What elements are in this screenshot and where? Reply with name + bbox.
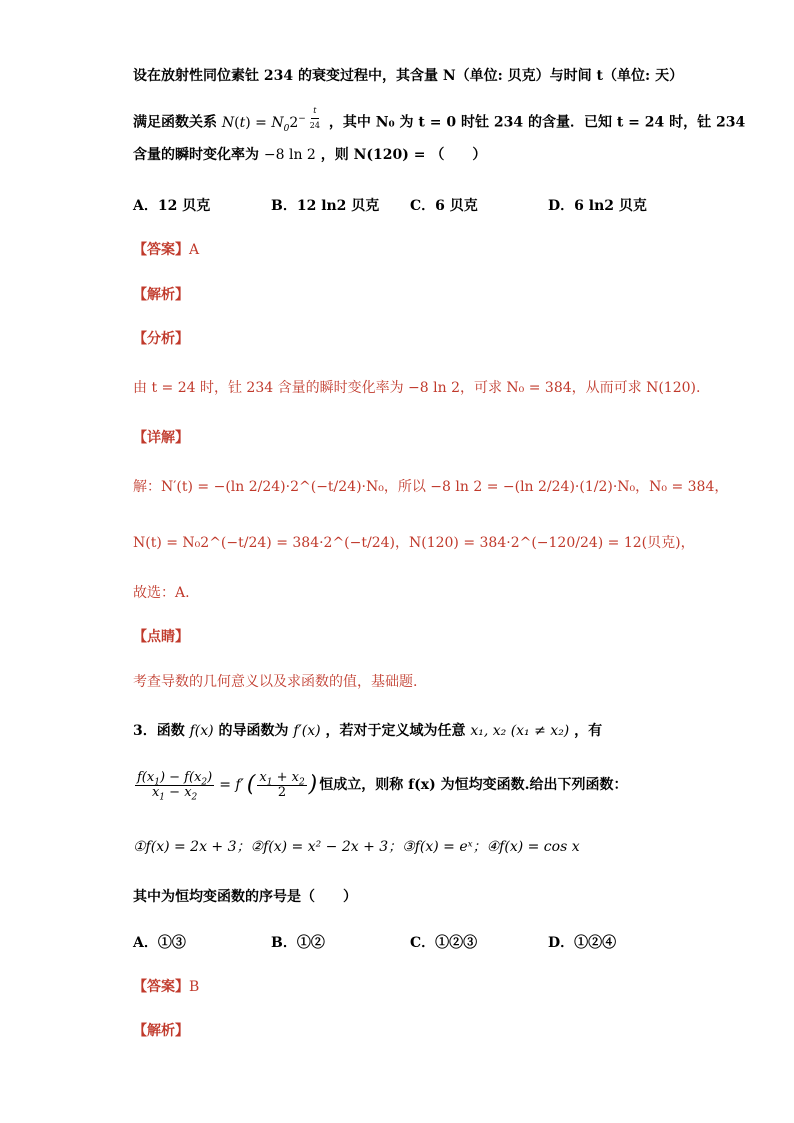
q2-choice-c: C．6 贝克 xyxy=(410,198,478,214)
q3-stem-text-d: ，有 xyxy=(574,723,603,739)
q3-question: 其中为恒均变函数的序号是（ ） xyxy=(133,889,357,905)
q2-choice-a: A．12 贝克 xyxy=(133,198,211,214)
q3-paren-open: ( xyxy=(246,772,256,797)
q3-stem-line2 xyxy=(133,765,628,805)
q2-fenxi-tag: 【分析】 xyxy=(133,331,189,347)
q2-fenxi-text: 由 t = 24 时，钍 234 含量的瞬时变化率为 −8 ln 2，可求 N₀ = 384，从而可求 N(120). xyxy=(133,380,701,396)
q3-function-list: ①f(x) = 2x + 3；②f(x) = x² − 2x + 3；③f(x) = eˣ；④f(x) = cos x xyxy=(133,839,580,855)
answer-tag: 【答案】 xyxy=(133,979,189,995)
q2-detail-tag: 【详解】 xyxy=(133,430,189,446)
q2-answer xyxy=(133,240,199,260)
q3-choice-d: D．①②④ xyxy=(548,935,617,951)
answer-tag: 【答案】 xyxy=(133,242,189,258)
q3-difference-quotient: $\frac{f(x_1) - f(x_2)}{x_1 - x_2}$ xyxy=(137,769,213,803)
q2-detail-line2: N(t) = N₀2^(−t/24) = 384·2^(−t/24)，N(120) = 384·2^(−120/24) = 12(贝克)， xyxy=(133,535,695,551)
q3-stem-text-c: ，若对于定义域为任意 xyxy=(325,723,466,739)
q3-analysis-tag: 【解析】 xyxy=(133,1023,189,1039)
q3-equals: = f′ xyxy=(219,777,244,793)
q2-rate-value: −8 ln 2 xyxy=(263,147,316,163)
q3-paren-close: ) xyxy=(308,772,318,797)
q3-choice-b: B．①② xyxy=(271,935,325,951)
q3-vars: x₁, x₂ (x₁ ≠ x₂) xyxy=(470,723,570,739)
q3-fx: f(x) xyxy=(189,723,214,739)
q3-stem-line2-text: 恒成立，则称 f(x) 为恒均变函数.给出下列函数： xyxy=(319,777,628,793)
q2-stem-line2 xyxy=(133,104,745,133)
q2-choice-b: B．12 ln2 贝克 xyxy=(271,198,380,214)
q3-answer xyxy=(133,977,199,997)
q3-midpoint: $\frac{x_1 + x_2}{2}$ xyxy=(259,769,305,800)
q2-formula-N: $N(t) = N_02^{- \frac{t}{24}}$ xyxy=(221,106,320,134)
q2-analysis-tag: 【解析】 xyxy=(133,287,189,303)
q2-dianjing-tag: 【点睛】 xyxy=(133,629,189,645)
answer-value: B xyxy=(189,979,200,995)
q2-stem-line2-text-b: ，其中 N₀ 为 t = 0 时钍 234 的含量．已知 t = 24 时，钍 234 xyxy=(328,114,746,131)
q2-stem-line2-text: 满足函数关系 xyxy=(133,114,217,131)
q3-choice-a: A．①③ xyxy=(133,935,186,951)
q2-conclusion: 故选：A. xyxy=(133,585,190,601)
q2-detail-line1: 解：N′(t) = −(ln 2/24)·2^(−t/24)·N₀，所以 −8 ln 2 = −(ln 2/24)·(1/2)·N₀，N₀ = 384， xyxy=(133,479,729,495)
q2-dianjing-text: 考查导数的几何意义以及求函数的值，基础题. xyxy=(133,674,418,690)
answer-value: A xyxy=(189,242,200,258)
q3-functions xyxy=(133,837,580,857)
q3-choice-c: C．①②③ xyxy=(410,935,478,951)
q3-fpx: f′(x) xyxy=(293,723,321,739)
q2-choice-d: D．6 ln2 贝克 xyxy=(548,198,647,214)
q2-stem-line3-text-b: ，则 N(120) = （ ） xyxy=(320,147,487,163)
q2-stem-line3 xyxy=(133,145,486,165)
q3-stem-text-a: 3．函数 xyxy=(133,723,185,739)
q3-stem-line1 xyxy=(133,721,602,741)
q2-stem-line3-text: 含量的瞬时变化率为 xyxy=(133,147,259,163)
q2-stem-line1: 设在放射性同位素钍 234 的衰变过程中，其含量 N（单位: 贝克）与时间 t（单位: 天） xyxy=(133,68,684,84)
q3-stem-text-b: 的导函数为 xyxy=(218,723,289,739)
